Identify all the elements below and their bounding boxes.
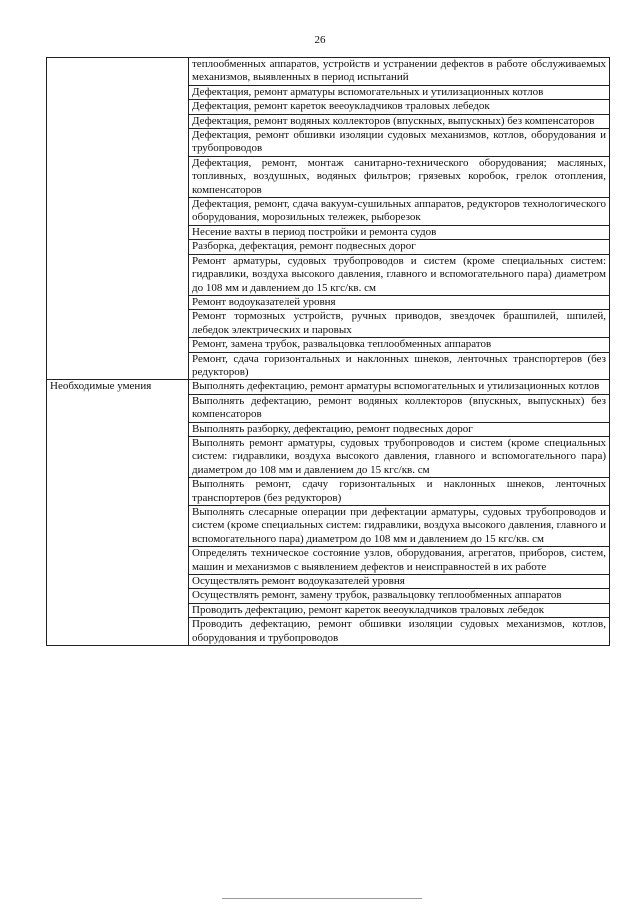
table-row (47, 380, 610, 394)
requirements-table (46, 57, 610, 646)
requirement-item: Выполнять ремонт, сдачу горизонтальных и наклонных шнеков, ленточных транспортеров (без редукторов) (189, 478, 610, 506)
requirement-item: Дефектация, ремонт, сдача вакуум-сушильных аппаратов, редукторов технологического оборудования, морозильных тележек, рыборезок (189, 198, 610, 226)
section-heading: Необходимые умения (47, 380, 189, 646)
requirement-item: Проводить дефектацию, ремонт кареток вееоукладчиков траловых лебедок (189, 603, 610, 617)
table-row (47, 58, 610, 86)
requirement-item: Несение вахты в период постройки и ремонта судов (189, 225, 610, 239)
requirement-item: Дефектация, ремонт кареток вееоукладчиков траловых лебедок (189, 100, 610, 114)
requirement-item: Ремонт арматуры, судовых трубопроводов и систем (кроме специальных систем: гидравлики, воздуха высокого давления, главного и вспомогательного пара) диаметром до 108 мм и давлением до 15 кгс/кв. см (189, 254, 610, 295)
requirement-item: Выполнять слесарные операции при дефектации арматуры, судовых трубопроводов и систем (кроме специальных систем: гидравлики, воздуха высокого давления, главного и вспомогательного пара) диаметром до 108 мм и давлением до 15 кгс/кв. см (189, 506, 610, 547)
requirement-item: Ремонт водоуказателей уровня (189, 295, 610, 309)
requirement-item: Выполнять дефектацию, ремонт арматуры вспомогательных и утилизационных котлов (189, 380, 610, 394)
requirement-item: Ремонт, сдача горизонтальных и наклонных шнеков, ленточных транспортеров (без редукторов) (189, 352, 610, 380)
requirement-item: Разборка, дефектация, ремонт подвесных дорог (189, 240, 610, 254)
page-number: 26 (314, 34, 326, 46)
requirement-item: Ремонт, замена трубок, развальцовка теплообменных аппаратов (189, 338, 610, 352)
requirement-item: Выполнять ремонт арматуры, судовых трубопроводов и систем (кроме специальных систем: гидравлики, воздуха высокого давления, главного и вспомогательного пара) диаметром до 108 мм и давлением до 15 кгс/кв. см (189, 436, 610, 477)
requirement-item: Дефектация, ремонт, монтаж санитарно-технического оборудования; масляных, топливных, воздушных, водяных фильтров; грязевых коробок, грелок отопления, компенсаторов (189, 156, 610, 197)
requirement-item: Выполнять дефектацию, ремонт водяных коллекторов (впускных, выпускных) без компенсаторов (189, 394, 610, 422)
requirement-item: Дефектация, ремонт арматуры вспомогательных и утилизационных котлов (189, 85, 610, 99)
requirement-item: теплообменных аппаратов, устройств и устранении дефектов в работе обслуживаемых механизмов, выявленных в период испытаний (189, 58, 610, 86)
requirement-item: Проводить дефектацию, ремонт обшивки изоляции судовых механизмов, котлов, оборудования и трубопроводов (189, 618, 610, 646)
requirement-item: Дефектация, ремонт водяных коллекторов (впускных, выпускных) без компенсаторов (189, 114, 610, 128)
section-heading (47, 58, 189, 380)
requirement-item: Осуществлять ремонт, замену трубок, развальцовку теплообменных аппаратов (189, 589, 610, 603)
page-bottom-rule (222, 898, 422, 899)
requirement-item: Осуществлять ремонт водоуказателей уровня (189, 575, 610, 589)
requirement-item: Ремонт тормозных устройств, ручных приводов, звездочек брашпилей, шпилей, лебедок электрических и паровых (189, 310, 610, 338)
requirement-item: Определять техническое состояние узлов, оборудования, агрегатов, приборов, систем, машин и механизмов с выявлением дефектов и неисправностей в их работе (189, 547, 610, 575)
requirement-item: Дефектация, ремонт обшивки изоляции судовых механизмов, котлов, оборудования и трубопроводов (189, 129, 610, 157)
requirement-item: Выполнять разборку, дефектацию, ремонт подвесных дорог (189, 422, 610, 436)
